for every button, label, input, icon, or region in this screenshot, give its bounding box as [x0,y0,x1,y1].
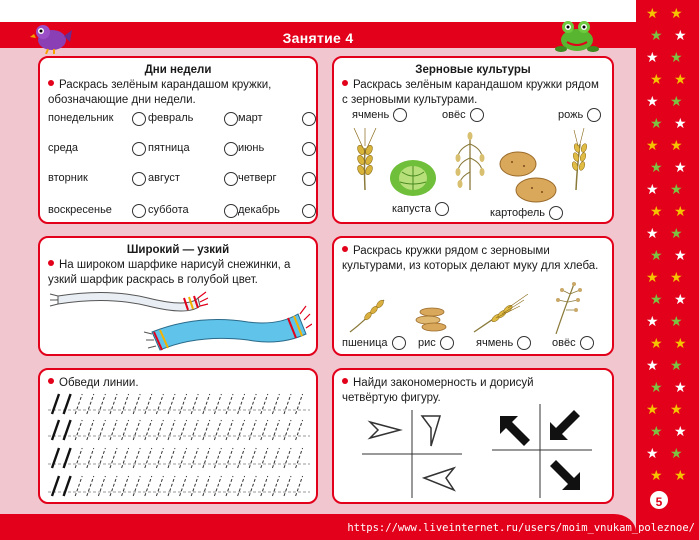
arrow-up-left-icon [500,416,530,446]
bread-label-wheat: пшеница [342,336,406,350]
triangle-down-icon [422,416,440,446]
star-icon: ★ [670,445,683,461]
pattern-panel [332,368,614,504]
day-label: среда [48,142,79,154]
star-icon: ★ [674,159,687,175]
trace-stroke [98,448,105,468]
star-icon: ★ [650,335,663,351]
grain-label-barley: ячмень [352,108,407,122]
trace-stroke [156,476,163,496]
trace-stroke [75,448,82,468]
trace-stroke [145,420,152,440]
tracing-lines[interactable] [48,392,310,502]
scarf-title: Широкий — узкий [126,244,230,256]
trace-stroke [122,476,129,496]
star-icon: ★ [670,313,683,329]
star-icon: ★ [670,5,683,21]
source-url: https://www.liveinternet.ru/users/moim_vnukam_poleznoe/ [347,522,695,534]
barley-icon [350,128,380,190]
trace-stroke [87,394,94,414]
star-icon: ★ [646,49,659,65]
trace-stroke [284,394,291,414]
trace-stroke [249,394,256,414]
star-icon: ★ [650,247,663,263]
day-item [148,112,193,124]
star-icon: ★ [670,357,683,373]
trace-stroke [52,448,59,468]
star-icon: ★ [650,467,663,483]
trace-stroke [214,476,221,496]
star-icon: ★ [674,27,687,43]
day-item [238,204,280,216]
star-icon: ★ [674,335,687,351]
trace-stroke [64,448,71,468]
star-icon: ★ [674,71,687,87]
trace-stroke [122,448,129,468]
trace-stroke [122,420,129,440]
trace-stroke [191,394,198,414]
star-icon: ★ [646,225,659,241]
grain-label-potato: картофель [490,206,563,220]
star-icon: ★ [650,291,663,307]
star-icon: ★ [646,93,659,109]
trace-stroke [75,420,82,440]
trace-stroke [64,476,71,496]
wheat-icon [348,294,390,334]
narrow-scarf-body [58,292,200,311]
trace-stroke [226,448,233,468]
trace-stroke [52,394,59,414]
trace-stroke [145,476,152,496]
day-item [148,172,180,184]
trace-stroke [75,394,82,414]
answer-circle[interactable] [302,204,316,218]
day-label: вторник [48,172,88,184]
day-item [238,172,277,184]
trace-stroke [238,448,245,468]
star-icon: ★ [670,401,683,417]
trace-stroke [52,420,59,440]
trace-stroke [214,448,221,468]
bread-instruction: Раскрась кружки рядом с зерновыми культурами, из которых делают муку для хлеба. [342,245,599,272]
trace-stroke [156,448,163,468]
day-item [48,112,113,124]
trace-stroke [168,448,175,468]
trace-stroke [203,420,210,440]
day-item [48,204,112,216]
grain-label-rye: рожь [558,108,601,122]
barley-icon-2 [472,294,528,334]
trace-stroke [238,394,245,414]
day-item [48,142,78,154]
day-label: четверг [238,172,277,184]
oats-icon-2 [550,280,586,334]
trace-stroke [296,448,303,468]
star-icon: ★ [670,137,683,153]
trace-stroke [249,420,256,440]
trace-stroke [272,448,279,468]
day-item [238,142,264,154]
trace-stroke [272,420,279,440]
star-icon: ★ [674,291,687,307]
trace-stroke [191,420,198,440]
triangle-pattern [362,410,462,498]
scarves-illustration [48,288,312,354]
trace-stroke [110,420,117,440]
potato-icon [498,150,558,204]
bread-label-rice: рис [418,336,454,350]
star-icon: ★ [646,445,659,461]
arrow-down-left-icon [550,410,580,440]
answer-circle[interactable] [224,172,238,186]
day-item [148,142,190,154]
answer-circle[interactable] [302,112,316,126]
trace-stroke [168,476,175,496]
trace-stroke [133,394,140,414]
triangle-right-icon [370,422,400,438]
oats-icon [452,130,488,190]
star-icon: ★ [646,181,659,197]
trace-stroke [87,448,94,468]
trace-stroke [110,476,117,496]
trace-stroke [296,476,303,496]
trace-stroke [191,448,198,468]
trace-stroke [296,394,303,414]
wide-scarf-body [152,314,306,350]
answer-circle[interactable] [435,202,449,216]
day-label: август [148,172,180,184]
trace-stroke [64,394,71,414]
trace-stroke [249,476,256,496]
arrow-pattern [492,404,592,498]
bread-panel [332,236,614,356]
star-icon: ★ [670,269,683,285]
trace-stroke [180,420,187,440]
star-icon: ★ [674,115,687,131]
rye-icon [564,128,592,190]
trace-stroke [191,476,198,496]
frog-mascot-icon [553,18,601,54]
star-icon: ★ [646,137,659,153]
answer-circle[interactable] [302,142,316,156]
trace-stroke [180,394,187,414]
answer-circle[interactable] [580,336,594,350]
star-icon: ★ [650,71,663,87]
trace-stroke [272,394,279,414]
day-item [238,112,263,124]
star-icon: ★ [650,115,663,131]
answer-circle[interactable] [132,112,146,126]
star-icon: ★ [646,313,659,329]
trace-stroke [203,394,210,414]
trace-stroke [261,476,268,496]
trace-stroke [168,420,175,440]
grains-panel [332,56,614,224]
day-label: пятница [148,142,190,154]
lines-instruction: Обведи линии. [48,376,312,391]
days-instruction: Раскрась зелёным карандашом кружки, обозначающие дни недели. [48,79,272,106]
answer-circle[interactable] [132,204,146,218]
star-icon: ★ [650,27,663,43]
days-panel [38,56,318,224]
day-label: март [238,112,263,124]
star-icon: ★ [646,357,659,373]
trace-stroke [226,420,233,440]
scarf-panel [38,236,318,356]
answer-circle[interactable] [587,108,601,122]
star-icon: ★ [650,203,663,219]
trace-stroke [249,448,256,468]
trace-stroke [180,448,187,468]
trace-stroke [168,394,175,414]
grain-label-cabbage: капуста [392,202,449,216]
day-label: февраль [148,112,194,124]
star-icon: ★ [670,225,683,241]
answer-circle[interactable] [392,336,406,350]
star-icon: ★ [650,423,663,439]
star-icon: ★ [670,181,683,197]
page-title: Занятие 4 [282,30,354,46]
trace-stroke [226,476,233,496]
star-icon: ★ [674,467,687,483]
trace-stroke [110,448,117,468]
triangle-left-icon [424,468,454,490]
bread-label-oats: овёс [552,336,594,350]
trace-stroke [214,420,221,440]
grains-title: Зерновые культуры [415,64,531,76]
trace-stroke [284,476,291,496]
scarf-instruction: На широком шарфике нарисуй снежинки, а узкий шарфик раскрась в голубой цвет. [48,259,291,286]
day-item [148,204,189,216]
trace-stroke [122,394,129,414]
trace-stroke [261,420,268,440]
trace-stroke [52,476,59,496]
answer-circle[interactable] [440,336,454,350]
day-label: июнь [238,142,265,154]
trace-stroke [284,448,291,468]
answer-circle[interactable] [224,204,238,218]
star-icon: ★ [670,93,683,109]
trace-stroke [87,420,94,440]
trace-stroke [133,448,140,468]
star-icon: ★ [650,159,663,175]
page-number: 5 [648,489,670,511]
arrow-down-right-icon [550,460,580,490]
bread-label-barley: ячмень [476,336,531,350]
star-icon: ★ [650,379,663,395]
trace-stroke [145,394,152,414]
answer-circle[interactable] [224,142,238,156]
day-label: суббота [148,204,189,216]
day-label: воскресенье [48,204,112,216]
trace-stroke [238,420,245,440]
star-icon: ★ [674,423,687,439]
trace-stroke [156,420,163,440]
star-strip [636,0,699,540]
trace-stroke [64,420,71,440]
star-icon: ★ [670,49,683,65]
trace-stroke [180,476,187,496]
trace-stroke [156,394,163,414]
answer-circle[interactable] [549,206,563,220]
grains-instruction: Раскрась зелёным карандашом кружки рядом с зерновыми культурами. [342,79,599,106]
trace-stroke [98,476,105,496]
answer-circle[interactable] [517,336,531,350]
answer-circle[interactable] [132,142,146,156]
trace-stroke [261,448,268,468]
day-label: понедельник [48,112,114,124]
trace-stroke [203,448,210,468]
trace-stroke [87,476,94,496]
trace-stroke [133,476,140,496]
bird-mascot-icon [30,22,72,54]
answer-circle[interactable] [302,172,316,186]
trace-stroke [98,420,105,440]
trace-stroke [261,394,268,414]
trace-stroke [272,476,279,496]
grain-label-oats: овёс [442,108,484,122]
day-label: декабрь [238,204,280,216]
trace-stroke [238,476,245,496]
answer-circle[interactable] [224,112,238,126]
answer-circle[interactable] [132,172,146,186]
trace-stroke [284,420,291,440]
trace-stroke [145,448,152,468]
star-icon: ★ [646,401,659,417]
trace-stroke [75,476,82,496]
star-icon: ★ [674,247,687,263]
star-icon: ★ [646,269,659,285]
trace-stroke [110,394,117,414]
trace-stroke [98,394,105,414]
pattern-instruction: Найди закономерность и дорисуй четвёртую фигуру. [342,377,534,404]
day-item [48,172,88,184]
star-icon: ★ [646,5,659,21]
answer-circle[interactable] [470,108,484,122]
answer-circle[interactable] [393,108,407,122]
trace-stroke [226,394,233,414]
trace-stroke [133,420,140,440]
trace-stroke [296,420,303,440]
lines-panel [38,368,318,504]
star-icon: ★ [674,203,687,219]
cabbage-icon [388,156,438,198]
star-icon: ★ [674,379,687,395]
rice-icon [414,306,450,332]
trace-stroke [203,476,210,496]
days-title: Дни недели [144,64,212,76]
trace-stroke [214,394,221,414]
